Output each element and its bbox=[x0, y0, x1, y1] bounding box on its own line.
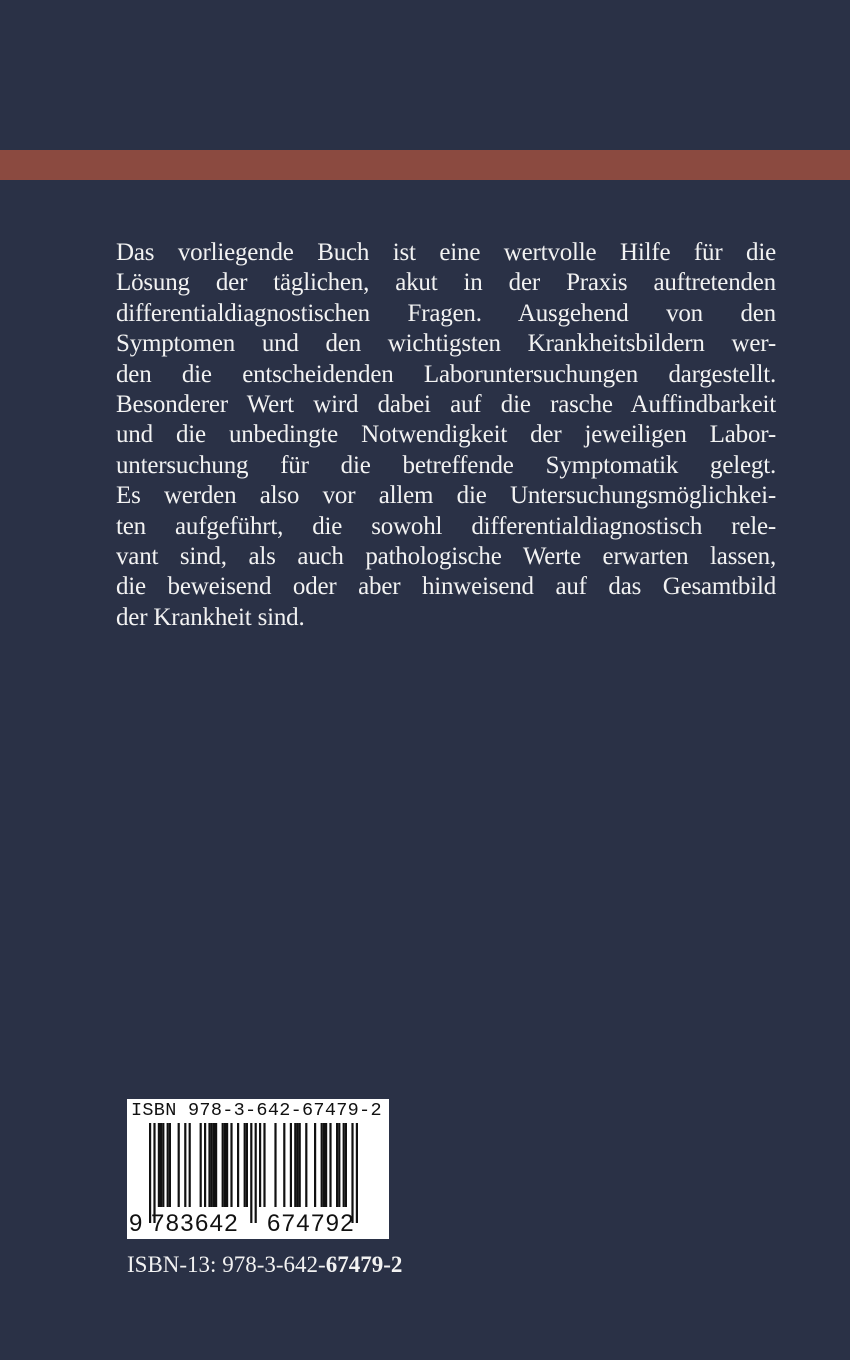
barcode-bar bbox=[230, 1123, 232, 1207]
barcode-bar bbox=[211, 1123, 213, 1207]
barcode-right-digits: 674792 bbox=[267, 1210, 355, 1237]
barcode-bar bbox=[208, 1123, 210, 1207]
barcode-bar bbox=[336, 1123, 338, 1207]
barcode-bar bbox=[351, 1123, 353, 1223]
barcode-bar bbox=[237, 1123, 239, 1207]
isbn13-bold: 67479-2 bbox=[325, 1252, 403, 1277]
barcode-bar bbox=[356, 1123, 358, 1223]
barcode-bar bbox=[274, 1123, 276, 1207]
barcode-bar bbox=[294, 1123, 296, 1207]
blurb-line: die beweisend oder aber hinweisend auf das Gesamtbild bbox=[116, 573, 776, 601]
barcode-bar bbox=[226, 1123, 228, 1207]
blurb-line: Es werden also vor allem die Untersuchungsmöglichkei- bbox=[116, 482, 776, 510]
barcode-digits bbox=[127, 1211, 389, 1239]
barcode-bar bbox=[325, 1123, 327, 1207]
barcode-bar bbox=[149, 1123, 151, 1223]
barcode-bar bbox=[338, 1123, 340, 1207]
barcode-bar bbox=[255, 1123, 257, 1223]
barcode-bar bbox=[213, 1123, 215, 1207]
blurb-line: der Krankheit sind. bbox=[116, 603, 305, 631]
blurb-line: vant sind, als auch pathologische Werte erwarten lassen, bbox=[116, 543, 776, 571]
isbn13-line bbox=[127, 1251, 402, 1279]
barcode-bar bbox=[329, 1123, 331, 1207]
blurb-line: ten aufgeführt, die sowohl differentialdiagnostisch rele- bbox=[116, 512, 776, 540]
barcode-bar bbox=[158, 1123, 160, 1207]
decorative-stripe bbox=[0, 150, 850, 180]
barcode-bar bbox=[343, 1123, 345, 1207]
blurb-line: untersuchung für die betreffende Symptomatik gelegt. bbox=[116, 451, 776, 479]
barcode-first-digit: 9 bbox=[129, 1210, 143, 1237]
barcode-bar bbox=[169, 1123, 171, 1207]
barcode-bar bbox=[290, 1123, 292, 1207]
barcode-bar bbox=[259, 1123, 261, 1207]
barcode-bar bbox=[299, 1123, 301, 1207]
blurb-line: und die unbedingte Notwendigkeit der jeweiligen Labor- bbox=[116, 421, 776, 449]
blurb-text bbox=[116, 238, 776, 633]
barcode-bar bbox=[283, 1123, 285, 1207]
barcode-bar bbox=[178, 1123, 180, 1207]
barcode-bar bbox=[244, 1123, 246, 1207]
barcode-bar bbox=[246, 1123, 248, 1207]
blurb-line: Besonderer Wert wird dabei auf die rasche Auffindbarkeit bbox=[116, 391, 776, 419]
barcode-bar bbox=[200, 1123, 202, 1207]
blurb-line: differentialdiagnostischen Fragen. Ausgehend von den bbox=[116, 299, 776, 327]
blurb-line: Lösung der täglichen, akut in der Praxis auftretenden bbox=[116, 269, 776, 297]
barcode-bar bbox=[215, 1123, 217, 1207]
barcode-bar bbox=[314, 1123, 316, 1207]
blurb-line: Das vorliegende Buch ist eine wertvolle Hilfe für die bbox=[116, 239, 776, 266]
barcode-left-digits: 783642 bbox=[151, 1210, 239, 1237]
barcode-bar bbox=[296, 1123, 298, 1207]
barcode-bar bbox=[167, 1123, 169, 1207]
barcode-bar bbox=[345, 1123, 347, 1207]
barcode-bar bbox=[162, 1123, 164, 1207]
barcode-bar bbox=[160, 1123, 162, 1207]
barcode-bar bbox=[204, 1123, 206, 1207]
blurb-line: den die entscheidenden Laboruntersuchungen dargestellt. bbox=[116, 360, 776, 388]
blurb-line: Symptomen und den wichtigsten Krankheitsbildern wer- bbox=[116, 330, 776, 358]
isbn13-prefix: ISBN-13: 978-3-642- bbox=[127, 1252, 326, 1277]
barcode-bar bbox=[189, 1123, 191, 1207]
isbn-barcode bbox=[127, 1099, 389, 1239]
barcode-bar bbox=[323, 1123, 325, 1207]
barcode-bar bbox=[222, 1123, 224, 1207]
barcode-bar bbox=[263, 1123, 265, 1207]
barcode-bar bbox=[305, 1123, 307, 1207]
barcode-bar bbox=[153, 1123, 155, 1223]
barcode-bar bbox=[224, 1123, 226, 1207]
barcode-bar bbox=[250, 1123, 252, 1223]
barcode-bar bbox=[184, 1123, 186, 1207]
barcode-isbn-label: ISBN 978-3-642-67479-2 bbox=[131, 1100, 382, 1121]
barcode-bar bbox=[321, 1123, 323, 1207]
